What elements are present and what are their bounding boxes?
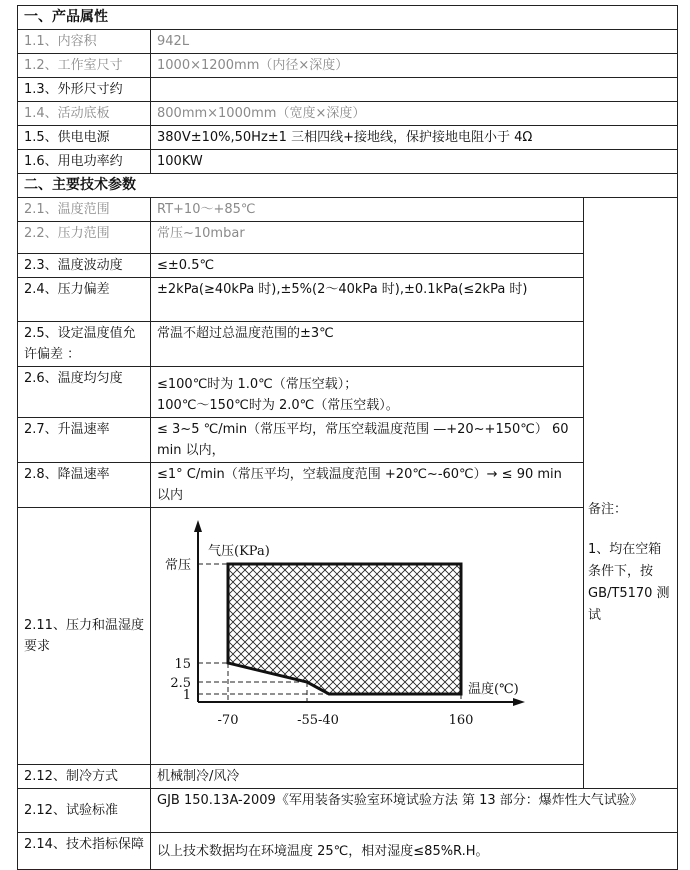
row-label: 2.6、温度均匀度	[18, 367, 151, 418]
row-label: 2.3、温度波动度	[18, 254, 151, 278]
row-label: 1.2、工作室尺寸	[18, 54, 151, 78]
pressure-temperature-chart	[151, 508, 584, 757]
remark-text: 1、均在空箱条件下，按 GB/T5170 测试	[588, 542, 670, 623]
remark-cell	[584, 198, 678, 789]
row-value: 机械制冷/风冷	[151, 765, 584, 789]
row-value: ±2kPa(≥40kPa 时),±5%(2～40kPa 时),±0.1kPa(≤2kPa 时)	[151, 278, 584, 322]
row-value: 380V±10%,50Hz±1 三相四线+接地线，保护接地电阻小于 4Ω	[151, 126, 678, 150]
y-tick-label: 常压	[164, 558, 191, 573]
row-value	[151, 367, 584, 418]
section2-title: 二、主要技术参数	[18, 174, 678, 198]
x-axis-arrow	[513, 698, 525, 706]
row-label: 2.14、技术指标保障	[18, 833, 151, 870]
row-value	[151, 78, 678, 102]
row-label: 1.6、用电功率约	[18, 150, 151, 174]
y-axis-label: 气压(KPa)	[208, 544, 270, 559]
row-label: 2.12、制冷方式	[18, 765, 151, 789]
row-value: ≤±0.5℃	[151, 254, 584, 278]
row-value: RT+10～+85℃	[151, 198, 584, 222]
row-value-line1: ≤100℃时为 1.0℃（常压空载）；	[157, 377, 358, 392]
section1-title: 一、产品属性	[18, 6, 678, 30]
chart-cell	[151, 508, 584, 765]
row-label: 1.3、外形尺寸约	[18, 78, 151, 102]
row-label: 1.4、活动底板	[18, 102, 151, 126]
row-value: 以上技术数据均在环境温度 25℃，相对湿度≤85%R.H。	[151, 833, 678, 870]
row-value: GJB 150.13A-2009《军用装备实验室环境试验方法 第 13 部分：爆炸性大气试验》	[151, 789, 678, 833]
y-axis-arrow	[194, 520, 202, 532]
row-value: 常压~10mbar	[151, 222, 584, 254]
x-axis-label: 温度(℃)	[468, 682, 519, 697]
row-label: 1.1、内容积	[18, 30, 151, 54]
row-label: 2.7、升温速率	[18, 418, 151, 463]
chart-group	[165, 520, 525, 728]
row-label: 2.5、设定温度值允许偏差 ：	[18, 322, 151, 367]
row-label: 2.8、降温速率	[18, 463, 151, 508]
row-label: 2.1、温度范围	[18, 198, 151, 222]
row-label: 2.11、压力和温湿度要求	[18, 508, 151, 765]
row-label: 2.4、压力偏差	[18, 278, 151, 322]
row-value: ≤1° C/min（常压平均，空载温度范围 +20℃~-60℃）→ ≤ 90 min 以内	[151, 463, 584, 508]
row-value: 常温不超过总温度范围的±3℃	[151, 322, 584, 367]
y-tick-label: 1	[182, 688, 191, 703]
y-tick-label: 2.5	[170, 676, 191, 691]
row-value: 1000×1200mm（内径×深度）	[151, 54, 678, 78]
row-value: ≤ 3~5 ℃/min（常压平均，常压空载温度范围 —+20~+150℃） 60 min 以内，	[151, 418, 584, 463]
y-tick-label: 15	[174, 657, 191, 672]
operating-region	[228, 564, 461, 694]
x-tick-label: 160	[448, 713, 474, 728]
x-tick-label: -55-40	[297, 713, 339, 728]
row-value-line2: 100℃～150℃时为 2.0℃（常压空载）。	[157, 398, 399, 413]
remark-title: 备注：	[588, 502, 628, 517]
x-tick-label: -70	[217, 713, 239, 728]
row-value: 942L	[151, 30, 678, 54]
row-value: 100KW	[151, 150, 678, 174]
row-value: 800mm×1000mm（宽度×深度）	[151, 102, 678, 126]
row-label: 2.2、压力范围	[18, 222, 151, 254]
row-label: 2.12、试验标准	[18, 789, 151, 833]
spec-table	[17, 5, 678, 870]
row-label: 1.5、供电电源	[18, 126, 151, 150]
